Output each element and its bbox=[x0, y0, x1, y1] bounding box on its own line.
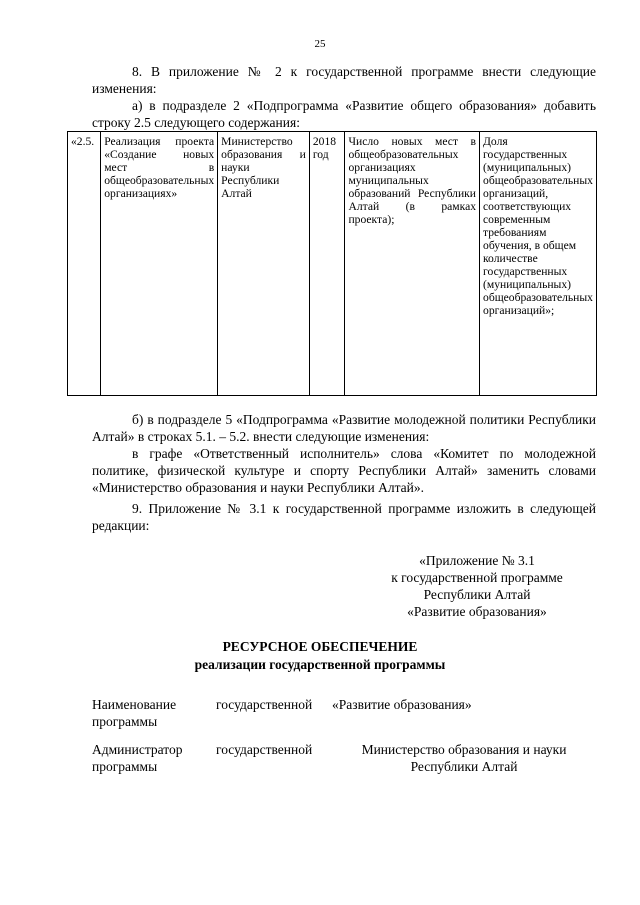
appendix-line: «Приложение № 3.1 bbox=[419, 553, 535, 568]
event-cell: Реализация проекта «Создание новых мест в общеобразовательных организациях» bbox=[101, 132, 218, 396]
amendment-item-a: а) в подразделе 2 «Подпрограмма «Развитие общего образования» добавить строку 2.5 следующего содержания: bbox=[92, 98, 596, 130]
appendix-reference bbox=[372, 552, 582, 620]
program-name-label: Наименование программы bbox=[92, 697, 177, 729]
year-cell: 2018 год bbox=[309, 132, 345, 396]
program-admin-value: Министерство образования и науки Республики Алтай bbox=[361, 742, 567, 774]
amendment-item-8: 8. В приложение № 2 к государственной программе внести следующие изменения: bbox=[92, 64, 596, 96]
appendix-line: «Развитие образования» bbox=[407, 604, 547, 619]
section-subheading: реализации государственной программы bbox=[194, 657, 446, 672]
appendix-line: к государственной программе bbox=[391, 570, 563, 585]
page-number: 25 bbox=[314, 38, 326, 50]
table-row bbox=[68, 132, 597, 396]
amendment-table bbox=[67, 131, 597, 396]
indicator-cell: Число новых мест в общеобразовательных организациях муниципальных образований Республики Алтай (в рамках проекта); bbox=[345, 132, 480, 396]
section-heading: РЕСУРСНОЕ ОБЕСПЕЧЕНИЕ bbox=[222, 639, 418, 654]
executor-cell: Министерство образования и науки Республики Алтай bbox=[218, 132, 310, 396]
program-admin-mid: государственной bbox=[216, 742, 313, 757]
program-name-mid: государственной bbox=[216, 697, 313, 712]
column-replacement-text: в графе «Ответственный исполнитель» слова «Комитет по молодежной политике, физической культуре и спорту Республики Алтай» заменить словами «Министерство образования и науки Республики Алтай». bbox=[92, 446, 596, 495]
appendix-line: Республики Алтай bbox=[423, 587, 531, 602]
share-cell: Доля государственных (муниципальных) общеобразовательных организаций, соответствующих современным требованиям обучения, в общем количестве государственных (муниципальных) общеобразовательных организаций»; bbox=[480, 132, 597, 396]
program-admin-label: Администратор программы bbox=[92, 742, 183, 774]
program-name-value: «Развитие образования» bbox=[332, 697, 472, 712]
row-number-cell: «2.5. bbox=[68, 132, 101, 396]
amendment-item-9: 9. Приложение № 3.1 к государственной программе изложить в следующей редакции: bbox=[92, 501, 596, 533]
amendment-item-b: б) в подразделе 5 «Подпрограмма «Развитие молодежной политики Республики Алтай» в строках 5.1. – 5.2. внести следующие изменения: bbox=[92, 412, 596, 444]
